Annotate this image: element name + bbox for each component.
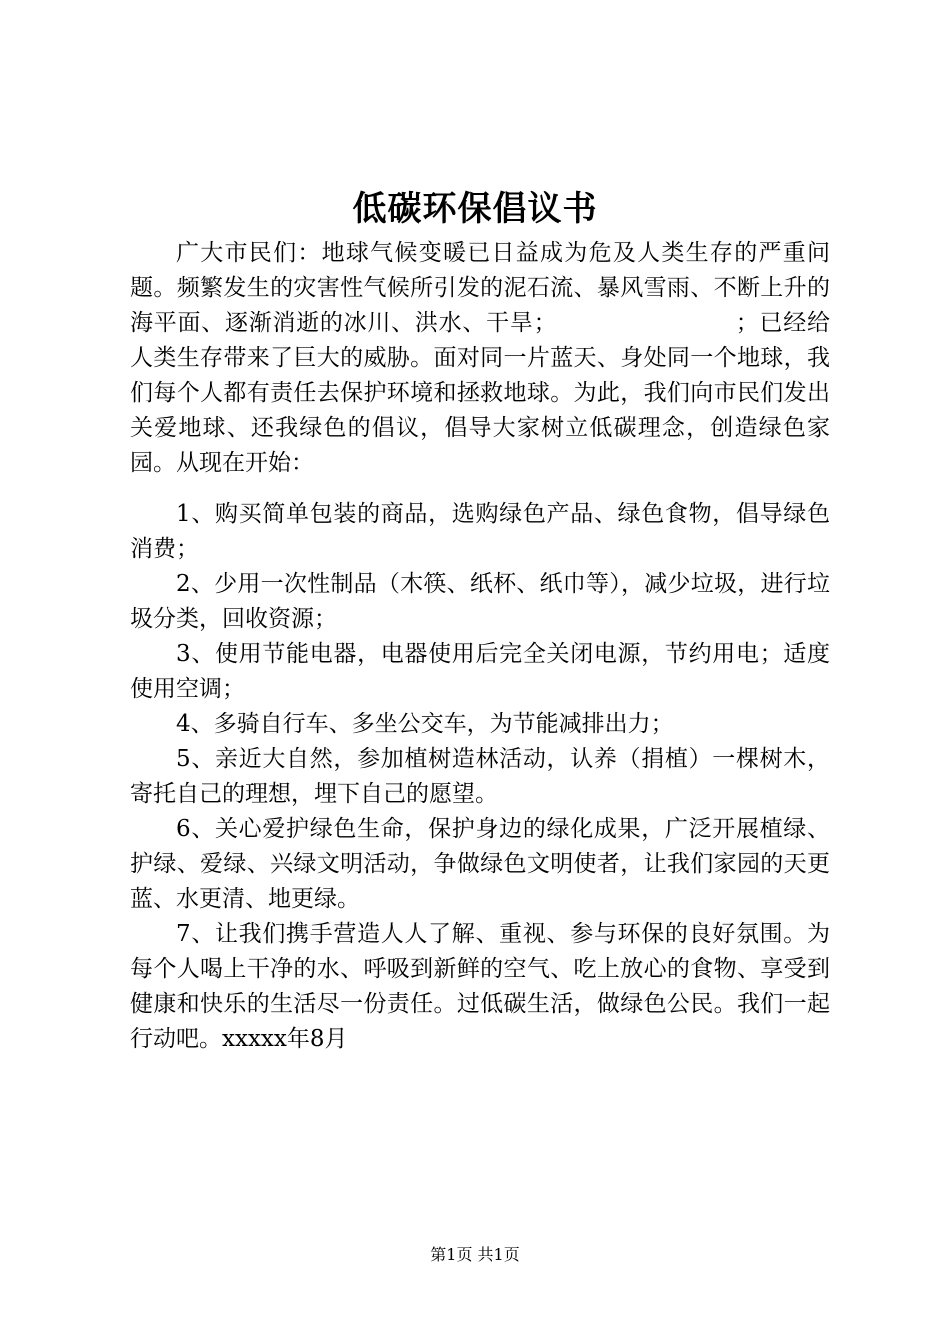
page-footer: 第1页 共1页	[430, 1245, 520, 1264]
list-item: 7、让我们携手营造人人了解、重视、参与环保的良好氛围。为每个人喝上干净的水、呼吸到新鲜的空气、吃上放心的食物、享受到健康和快乐的生活尽一份责任。过低碳生活，做绿色公民。我们一起行动吧。xxxxx年8月	[130, 921, 830, 1052]
list-item: 4、多骑自行车、多坐公交车，为节能减排出力；	[176, 711, 674, 737]
list-item: 2、少用一次性制品（木筷、纸杯、纸巾等），减少垃圾，进行垃圾分类，回收资源；	[130, 571, 830, 632]
intro-paragraph: 广大市民们：地球气候变暖已日益成为危及人类生存的严重问题。频繁发生的灾害性气候所引发的泥石流、暴风雪雨、不断上升的海平面、逐渐消逝的冰川、洪水、干旱； ；已经给人类生存带来了巨大的威胁。面对同一片蓝天、身处同一个地球，我们每个人都有责任去保护环境和拯救地球。为此，我们向市民们发出关爱地球、还我绿色的倡议，倡导大家树立低碳理念，创造绿色家园。从现在开始：	[130, 240, 830, 476]
list-item: 3、使用节能电器，电器使用后完全关闭电源，节约用电；适度使用空调；	[130, 641, 830, 702]
paragraph-gap	[130, 481, 830, 497]
document-title: 低碳环保倡议书	[352, 189, 598, 229]
list-item: 6、关心爱护绿色生命，保护身边的绿化成果，广泛开展植绿、护绿、爱绿、兴绿文明活动，争做绿色文明使者，让我们家园的天更蓝、水更清、地更绿。	[130, 816, 830, 912]
list-item: 1、购买简单包装的商品，选购绿色产品、绿色食物，倡导绿色消费；	[130, 501, 830, 562]
document-body	[130, 236, 830, 1057]
list-item: 5、亲近大自然，参加植树造林活动，认养（捐植）一棵树木，寄托自己的理想，埋下自己的愿望。	[130, 746, 830, 807]
